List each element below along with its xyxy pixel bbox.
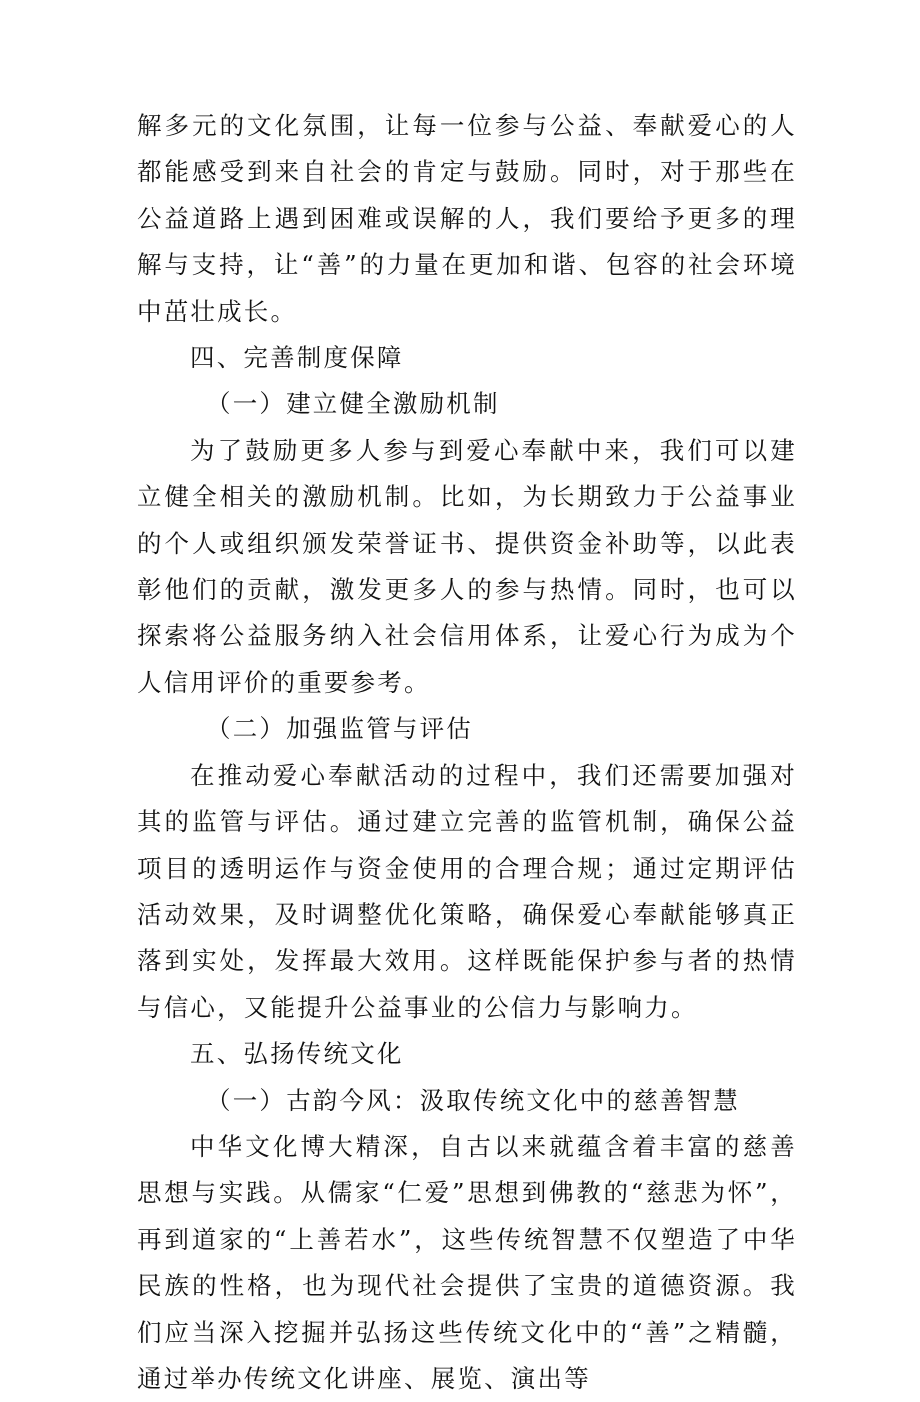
body-paragraph: 在推动爱心奉献活动的过程中，我们还需要加强对其的监管与评估。通过建立完善的监管机制，确保公益项目的透明运作与资金使用的合理合规；通过定期评估活动效果，及时调整优化策略，确保爱心奉献能够真正落到实处，发挥最大效用。这样既能保护参与者的热情与信心，又能提升公益事业的公信力与影响力。 xyxy=(137,760,797,1022)
body-paragraph: 中华文化博大精深，自古以来就蕴含着丰富的慈善思想与实践。从儒家“仁爱”思想到佛教的“慈悲为怀”，再到道家的“上善若水”，这些传统智慧不仅塑造了中华民族的性格，也为现代社会提供了宝贵的道德资源。我们应当深入挖掘并弘扬这些传统文化中的“善”之精髓，通过举办传统文化讲座、展览、演出等 xyxy=(137,1131,797,1393)
section-heading: 四、完善制度保障 xyxy=(190,343,404,373)
subsection-heading: （一）建立健全激励机制 xyxy=(206,389,500,419)
subsection-heading: （一）古韵今风：汲取传统文化中的慈善智慧 xyxy=(206,1085,740,1115)
document-body xyxy=(137,103,797,1402)
body-paragraph: 为了鼓励更多人参与到爱心奉献中来，我们可以建立健全相关的激励机制。比如，为长期致力于公益事业的个人或组织颁发荣誉证书、提供资金补助等，以此表彰他们的贡献，激发更多人的参与热情。同时，也可以探索将公益服务纳入社会信用体系，让爱心行为成为个人信用评价的重要参考。 xyxy=(137,435,797,697)
subsection-heading: （二）加强监管与评估 xyxy=(206,714,473,744)
section-heading: 五、弘扬传统文化 xyxy=(190,1039,404,1069)
body-paragraph: 解多元的文化氛围，让每一位参与公益、奉献爱心的人都能感受到来自社会的肯定与鼓励。同时，对于那些在公益道路上遇到困难或误解的人，我们要给予更多的理解与支持，让“善”的力量在更加和谐、包容的社会环境中茁壮成长。 xyxy=(137,111,797,326)
